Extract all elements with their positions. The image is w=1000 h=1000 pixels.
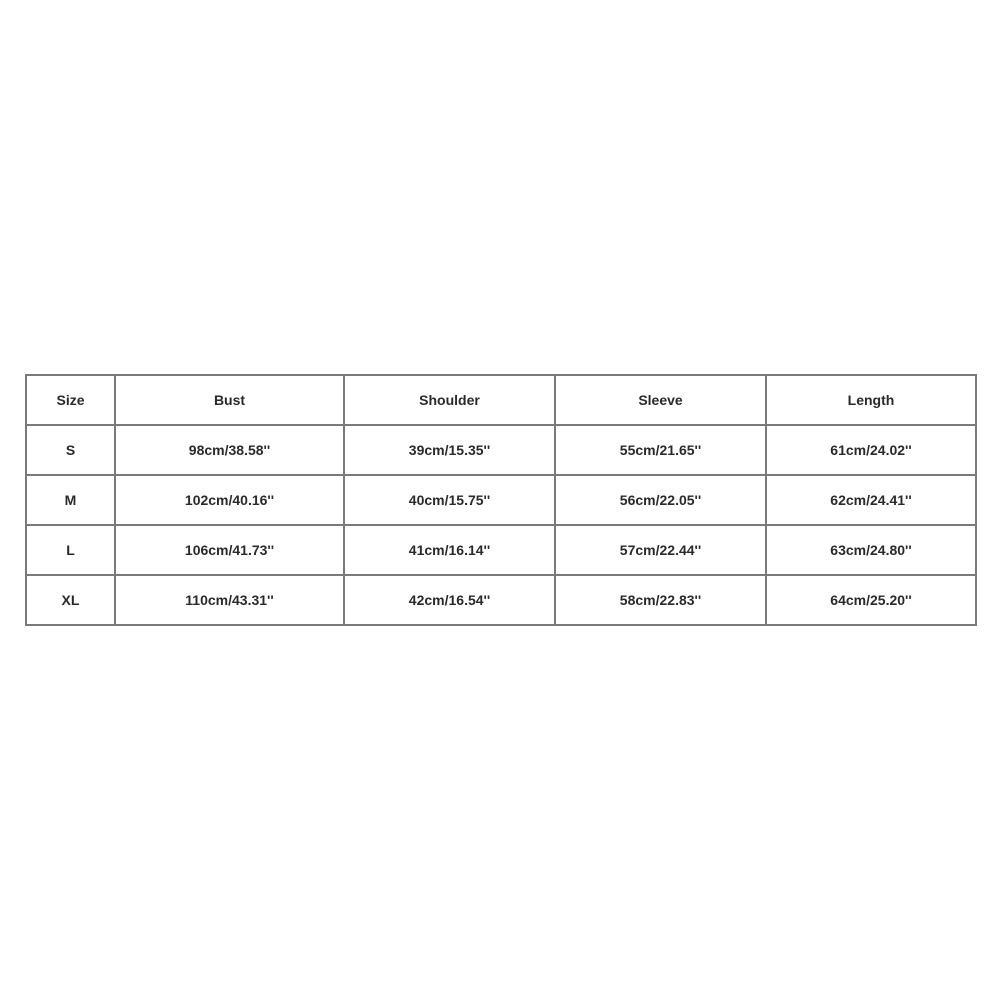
cell-size: L <box>26 525 115 575</box>
cell-sleeve: 57cm/22.44'' <box>555 525 766 575</box>
cell-length: 64cm/25.20'' <box>766 575 976 625</box>
table-header-row <box>26 375 976 425</box>
table-row <box>26 425 976 475</box>
cell-bust: 102cm/40.16'' <box>115 475 344 525</box>
cell-shoulder: 40cm/15.75'' <box>344 475 555 525</box>
cell-size: S <box>26 425 115 475</box>
cell-shoulder: 42cm/16.54'' <box>344 575 555 625</box>
cell-length: 63cm/24.80'' <box>766 525 976 575</box>
header-size: Size <box>26 375 115 425</box>
cell-bust: 110cm/43.31'' <box>115 575 344 625</box>
cell-sleeve: 56cm/22.05'' <box>555 475 766 525</box>
table-row <box>26 575 976 625</box>
table-row <box>26 525 976 575</box>
cell-bust: 98cm/38.58'' <box>115 425 344 475</box>
cell-length: 62cm/24.41'' <box>766 475 976 525</box>
cell-size: XL <box>26 575 115 625</box>
cell-size: M <box>26 475 115 525</box>
header-length: Length <box>766 375 976 425</box>
cell-sleeve: 55cm/21.65'' <box>555 425 766 475</box>
table-row <box>26 475 976 525</box>
header-shoulder: Shoulder <box>344 375 555 425</box>
cell-length: 61cm/24.02'' <box>766 425 976 475</box>
cell-shoulder: 39cm/15.35'' <box>344 425 555 475</box>
cell-bust: 106cm/41.73'' <box>115 525 344 575</box>
size-chart-table <box>25 374 977 626</box>
header-bust: Bust <box>115 375 344 425</box>
header-sleeve: Sleeve <box>555 375 766 425</box>
cell-sleeve: 58cm/22.83'' <box>555 575 766 625</box>
cell-shoulder: 41cm/16.14'' <box>344 525 555 575</box>
